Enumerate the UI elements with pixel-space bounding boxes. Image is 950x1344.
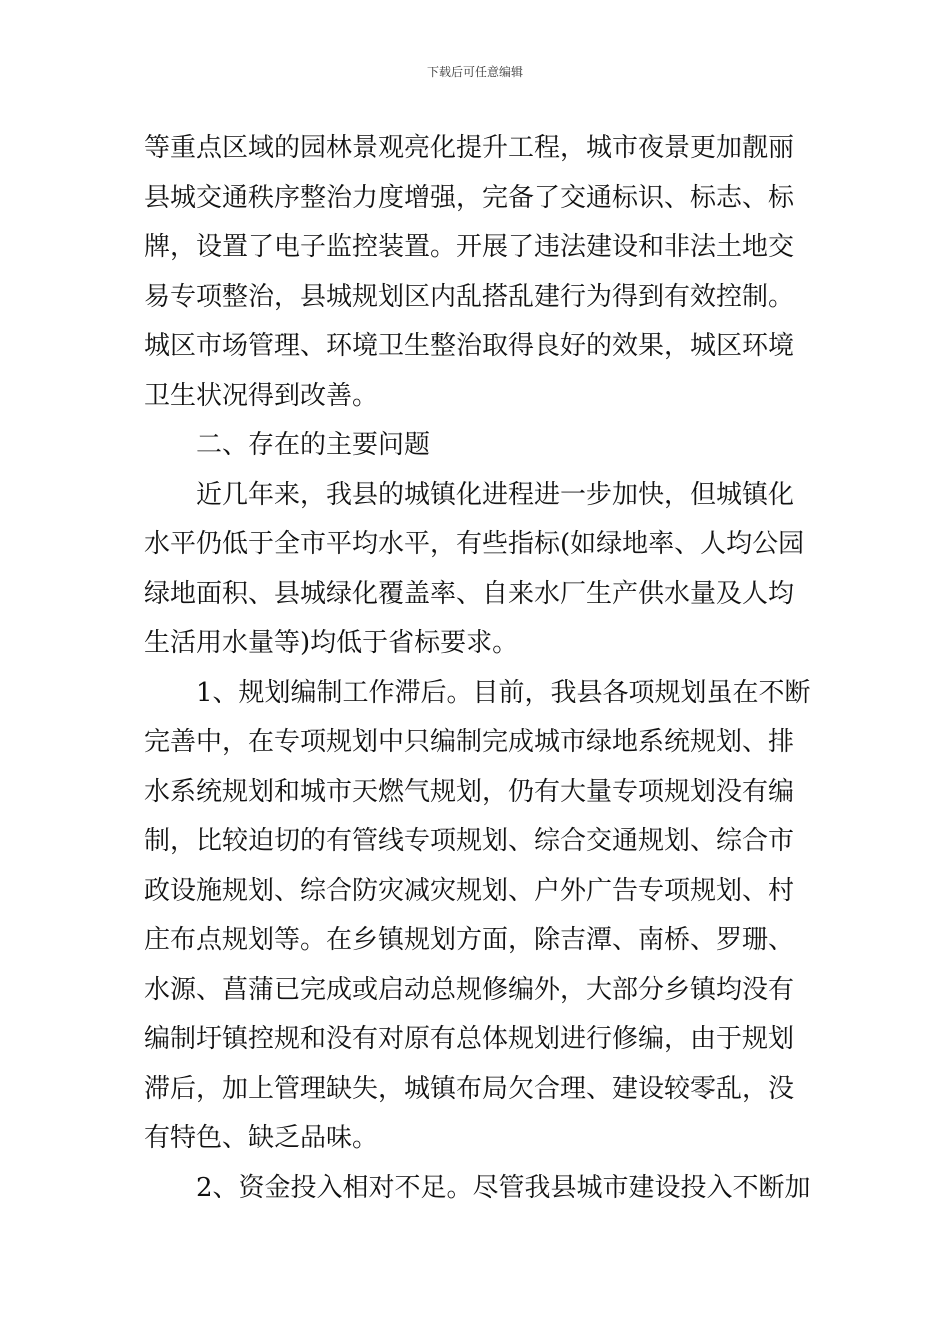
text-line: 完善中，在专项规划中只编制完成城市绿地系统规划、排 bbox=[144, 727, 795, 757]
text-line: 水系统规划和城市天燃气规划，仍有大量专项规划没有编 bbox=[144, 776, 795, 807]
text-line: 编制圩镇控规和没有对原有总体规划进行修编，由于规划 bbox=[144, 1024, 795, 1054]
text-line: 有特色、缺乏品味。 bbox=[144, 1123, 379, 1153]
text-line: 易专项整治，县城规划区内乱搭乱建行为得到有效控制。 bbox=[144, 281, 795, 312]
text-line: 庄布点规划等。在乡镇规划方面，除吉潭、南桥、罗珊、 bbox=[144, 925, 795, 955]
text-line: 牌，设置了电子监控装置。开展了违法建设和非法土地交 bbox=[144, 232, 795, 262]
text-line: 等重点区域的园林景观亮化提升工程，城市夜景更加靓丽 bbox=[144, 133, 795, 163]
text-line: 滞后，加上管理缺失，城镇布局欠合理、建设较零乱，没 bbox=[144, 1073, 795, 1104]
text-line: 卫生状况得到改善。 bbox=[144, 380, 379, 411]
text-line: 2、资金投入相对不足。尽管我县城市建设投入不断加 bbox=[196, 1172, 811, 1203]
text-line: 制，比较迫切的有管线专项规划、综合交通规划、综合市 bbox=[144, 826, 795, 856]
text-line: 生活用水量等)均低于省标要求。 bbox=[144, 628, 519, 658]
text-line: 绿地面积、县城绿化覆盖率、自来水厂生产供水量及人均 bbox=[144, 578, 795, 609]
text-line: 近几年来，我县的城镇化进程进一步加快，但城镇化 bbox=[196, 479, 795, 510]
page-header: 下载后可任意编辑 bbox=[426, 65, 523, 79]
text-line: 水源、菖蒲已完成或启动总规修编外，大部分乡镇均没有 bbox=[144, 974, 795, 1005]
text-line: 1、规划编制工作滞后。目前，我县各项规划虽在不断 bbox=[196, 677, 811, 708]
text-line: 二、存在的主要问题 bbox=[196, 430, 431, 460]
text-line: 水平仍低于全市平均水平，有些指标(如绿地率、人均公园 bbox=[144, 529, 805, 559]
document-body bbox=[144, 124, 809, 1213]
text-line: 城区市场管理、环境卫生整治取得良好的效果，城区环境 bbox=[144, 331, 795, 361]
text-line: 县城交通秩序整治力度增强，完备了交通标识、标志、标 bbox=[144, 182, 795, 213]
text-line: 政设施规划、综合防灾减灾规划、户外广告专项规划、村 bbox=[144, 875, 795, 906]
